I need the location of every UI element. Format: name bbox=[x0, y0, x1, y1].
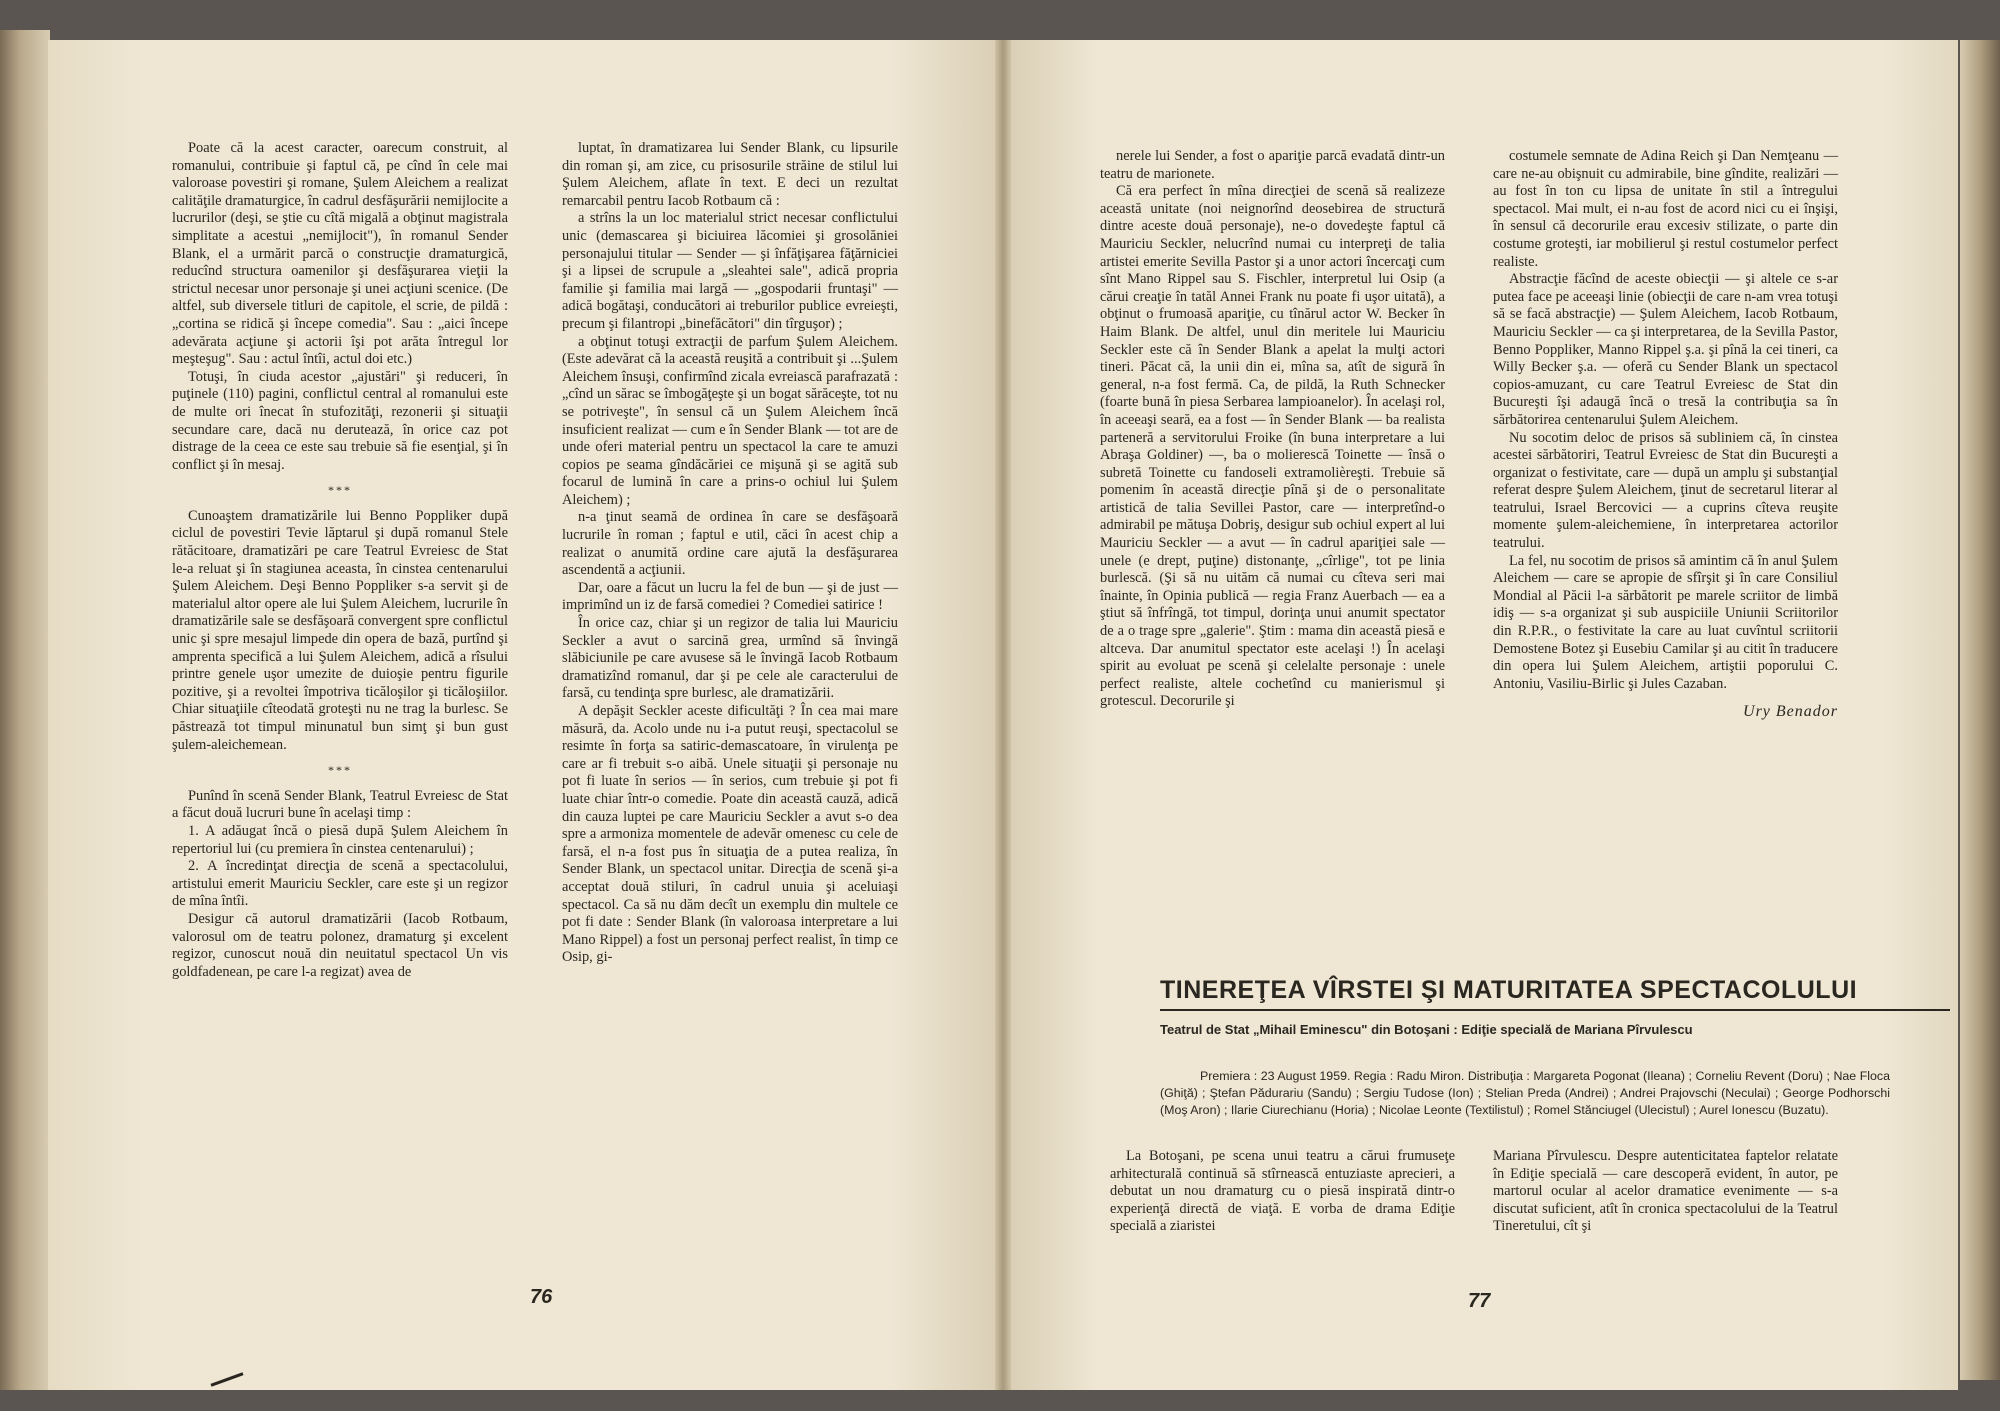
paragraph: n-a ţinut seamă de ordinea în care se desfăşoară lucrurile în roman ; faptul e util, căci în acest chip a realizat o anumită ordine care ajută la desfăşurarea ascendentă a acţiunii. bbox=[562, 509, 898, 579]
article-title: TINEREŢEA VÎRSTEI ŞI MATURITATEA SPECTACOLULUI bbox=[1160, 976, 1858, 1004]
book-edge-left bbox=[0, 30, 50, 1390]
paragraph: Abstracţie făcînd de aceste obiecţii — şi altele ce s-ar putea face pe aceeaşi linie (obiecţii de care n-am vrea totuşi să se facă abstracţie) — Şulem Aleichem, Iacob Rotbaum, Mauriciu Seckler — ca şi interpretarea, de la Sevilla Pastor, Benno Poppliker, Manno Rippel ş.a. şi pînă la cei tineri, ca Willy Becker ş.a. — oferă cu Sender Blank un spectacol copios-amuzant, cu care Teatrul Evreiesc de Stat din Bucureşti îşi adaugă încă o tresă la contribuţia sa în sărbătorirea centenarului Şulem Aleichem. bbox=[1493, 271, 1838, 428]
paragraph: Nu socotim deloc de prisos să subliniem că, în cinstea acestei sărbătoriri, Teatrul Evreiesc de Stat din Bucureşti a organizat o festivitate, care — după un amplu şi substanţial referat despre Şulem Aleichem, ţinut de secretarul literar al teatrului, Israel Bercovici — a cuprins cîteva reuşite momente şulem-aleichemiene, în interpretarea actorilor teatrului. bbox=[1493, 429, 1838, 552]
paragraph: A depăşit Seckler aceste dificultăţi ? În cea mai mare măsură, da. Acolo unde nu i-a putut reuşi, spectacolul se resimte în forţa sa satiric-demascatoare, în virulenţa pe care ar fi trebuit s-o aibă. Unele situaţii şi personaje nu pot fi luate în serios — în serios, cum trebuie şi pot fi luate chiar într-o comedie. Poate din această cauză, adică din cauza luptei pe care Mauriciu Seckler a avut s-o dea spre a armoniza momentele de adevăr omenesc cu cele de farsă, el n-a fost pus în situaţia de a putea realiza, în Sender Blank, un spectacol unitar. Direcţia de scenă şi-a acceptat două stiluri, în cadrul unuia şi aceluiaşi spectacol. Ca să nu dăm decît un exemplu din multele ce pot fi date : Sender Blank (în valoroasa interpretare a lui Mano Rippel) a fost un personaj perfect realist, în timp ce Osip, gi- bbox=[562, 703, 898, 966]
paragraph: 1. A adăugat încă o piesă după Şulem Aleichem în repertoriul lui (cu premiera în cinstea centenarului) ; bbox=[172, 822, 508, 857]
article2-column-2 bbox=[1493, 1148, 1838, 1236]
author-signature: Ury Benador bbox=[1743, 703, 1838, 721]
paragraph: Mariana Pîrvulescu. Despre autenticitatea faptelor relatate în Ediţie specială — care descoperă evident, în autor, pe martorul ocular al acelor dramatice evenimente — s-a discutat suficient, atît în cronica spectacolului de la Teatrul Tineretului, cît şi bbox=[1493, 1148, 1838, 1235]
paragraph: Totuşi, în ciuda acestor „ajustări" şi reduceri, în puţinele (110) pagini, conflictul central al romanului este de multe ori înecat în stufozităţi, rezonerii şi situaţii secundare care, dacă nu derutează, în orice caz pot distrage de la ceea ce este sau trebuie să fie esenţial, şi în conflict şi în mesaj. bbox=[172, 368, 508, 473]
right-column-2 bbox=[1493, 148, 1838, 721]
article2-column-1 bbox=[1110, 1148, 1455, 1236]
paragraph: Cunoaştem dramatizările lui Benno Poppliker după ciclul de povestiri Tevie lăptarul şi după romanul Stele rătăcitoare, dramatizări pe care Teatrul Evreiesc de Stat le-a reluat şi în stagiunea aceasta, în cinstea centenarului Şulem Aleichem. Deşi Benno Poppliker s-a servit şi de materialul altor opere ale lui Şulem Aleichem, lucrurile în dramatizările sale se desfăşoară convergent spre conflictul unic şi spre mesajul limpede din opera de bază, purtînd şi amprenta specifică a lui Şulem Aleichem, adică a rîsului printre genele uşor umezite de duioşie pentru figurile pozitive, şi a revoltei împotriva ticăloşilor şi ticăloşiilor. Chiar situaţiile cîteodată groteşti nu ne trag la burlesc. Se păstrează tot timpul minunatul bun simţ şi bun gust şulem-aleichemean. bbox=[172, 507, 508, 753]
book-edge-right bbox=[1960, 40, 2000, 1380]
paragraph: La fel, nu socotim de prisos să amintim că în anul Şulem Aleichem — care se apropie de sfîrşit şi în care Consiliul Mondial al Păcii l-a sărbătorit pe marele scriitor de limbă idiş — s-a organizat şi sub auspiciile Uniunii Scriitorilor din R.P.R., o festivitate la care au luat cuvîntul scriitorii Demostene Botez şi Eusebiu Camilar şi au citit în traducere din opera lui Şulem Aleichem, artiştii poporului C. Antoniu, Vasiliu-Birlic şi Jules Cazaban. bbox=[1493, 552, 1838, 692]
page-number-left: 76 bbox=[530, 1286, 553, 1308]
paragraph: Că era perfect în mîna direcţiei de scenă să realizeze această unitate (noi neignorînd deosebirea de structură dintre aceste două personaje), ne-o dovedeşte faptul că Mauriciu Seckler, nelucrînd numai cu interpreţi de talia artistei emerite Sevilla Pastor şi a unor actori încercaţi cum sînt Mano Rippel sau S. Fischler, interpretul lui Osip (a cărui creaţie în tatăl Annei Frank nu poate fi uşor uitată), a obţinut o frumoasă apariţie, cu tînărul actor W. Becker în Haim Blank. De altfel, unul din meritele lui Mauriciu Seckler este că în Sender Blank a apelat la mulţi actori tineri. Păcat că, la unii din ei, mîna sa, atît de sigură în general, n-a fost fermă. Ca, de pildă, la Ruth Schnecker (foarte bună în piesa Serbarea lampioanelor). În acelaşi rol, în aceeaşi seară, ea a fost — în Sender Blank — ba realista parteneră a servitorului Froike (în buna interpretare a lui Abraşa Goldiner) —, ba o molierescă Toinette — însă o subretă Toinette cu fandoseli extramolièreşti. Trebuie să pomenim în această direcţie pînă şi de o personalitate artistică de talia Sevillei Pastor, care — interpretînd-o admirabil pe mătuşa Dobriş, desigur sub ochiul expert al lui Mauriciu Seckler — a avut — în cadrul apariţiei sale — unele (e drept, puţine) distonanţe, „cîrlige", tot pe linia burlescă. (Şi să nu uităm că numai cu cîteva seri mai înainte, în Opinia publică — regia Franz Auerbach — ea a ştiut să înfrîngă, tot timpul, dorinţa unui anumit spectator de a o trage spre „galerie". Ştim : mama din această piesă e altceva. Dar anumitul spectator este acelaşi !) În acelaşi spirit au evoluat pe scenă şi celelalte personaje : unele perfect realiste, altele cochetînd cu manierismul şi grotescul. Decorurile şi bbox=[1100, 183, 1445, 710]
paragraph: a strîns la un loc materialul strict necesar conflictului unic (demascarea şi biciuirea lăcomiei şi grosolăniei personajului titular — Sender — şi înfăţişarea făţărniciei şi a lipsei de scrupule a „sleahtei sale", adică propria familie şi familia mai largă — „gospodarii fruntaşi" — adică bogătaşi, conducători ai treburilor publice evreieşti, precum şi filantropi „binefăcători" din tîrguşor) ; bbox=[562, 210, 898, 332]
paragraph: Desigur că autorul dramatizării (Iacob Rotbaum, valorosul om de teatru polonez, dramaturg şi excelent regizor, cunoscut nouă din neuitatul spectacol Un vis goldfadenean, pe care l-a regizat) avea de bbox=[172, 910, 508, 980]
paragraph: Poate că la acest caracter, oarecum construit, al romanului, contribuie şi faptul că, pe cînd în cele mai valoroase povestiri şi romane, Şulem Aleichem a realizat calităţile dramaturgice, în cadrul desfăşurării nemijlocite a lucrurilor (deşi, se ştie cu cîtă migală a obţinut magistrala simplitate a acestui „nemijlocit"), în romanul Sender Blank, el a urmărit parcă o construcţie dramaturgică, reducînd structura oamenilor şi desfăşurarea vieţii la strictul necesar unor personaje şi unei acţiuni scenice. (De altfel, sub diversele titluri de capitole, el scrie, de pildă : „cortina se ridică şi începe comedia". Sau : „aici începe adevărata acţiune şi actorii îşi pot arăta întregul lor meşteşug". Sau : actul întîi, actul doi etc.) bbox=[172, 140, 508, 368]
paragraph: Dar, oare a făcut un lucru la fel de bun — şi de just — imprimînd un iz de farsă comediei ? Comediei satirice ! bbox=[562, 579, 898, 614]
paragraph: luptat, în dramatizarea lui Sender Blank, cu lipsurile din roman şi, am zice, cu prisosurile străine de stilul lui Şulem Aleichem, aflate în text. E deci un rezultat remarcabil pentru Iacob Rotbaum că : bbox=[562, 140, 898, 209]
left-column-1 bbox=[172, 140, 508, 981]
production-credits: Premiera : 23 August 1959. Regia : Radu Miron. Distribuţia : Margareta Pogonat (Ileana) ; Corneliu Revent (Doru) ; Nae Floca (Ghiţă) ; Ştefan Pădurariu (Sandu) ; Sergiu Tudose (Ion) ; Stelian Preda (Andrei) ; Andrei Prajovschi (Neculai) ; George Podhorschi (Moş Aron) ; Ilarie Ciurechianu (Horia) ; Nicolae Leonte (Textilistul) ; Romel Stănciugel (Ulecistul) ; Aurel Ionescu (Buzatu). bbox=[1160, 1069, 1890, 1117]
page-number-right: 77 bbox=[1468, 1290, 1491, 1312]
book-gutter bbox=[995, 40, 1011, 1390]
paragraph: Punînd în scenă Sender Blank, Teatrul Evreiesc de Stat a făcut două lucruri bune în acelaşi timp : bbox=[172, 787, 508, 822]
paragraph: nerele lui Sender, a fost o apariţie parcă evadată dintr-un teatru de marionete. bbox=[1100, 148, 1445, 182]
paragraph: La Botoşani, pe scena unui teatru a cărui frumuseţe arhitecturală continuă să stîrnească entuziaste aprecieri, a debutat un nou dramaturg cu o piesă inspirată dintr-o experienţă directă de viaţă. E vorba de drama Ediţie specială a ziaristei bbox=[1110, 1148, 1455, 1235]
section-separator: *** bbox=[328, 763, 352, 778]
article-subtitle: Teatrul de Stat „Mihail Eminescu" din Botoşani : Ediţie specială de Mariana Pîrvulescu bbox=[1160, 1022, 1693, 1037]
title-rule bbox=[1160, 1009, 1950, 1011]
left-column-2 bbox=[562, 140, 898, 967]
right-column-1 bbox=[1100, 148, 1445, 711]
paragraph: 2. A încredinţat direcţia de scenă a spectacolului, artistului emerit Mauriciu Seckler, care este şi un regizor de mîna întîi. bbox=[172, 858, 508, 910]
section-separator: *** bbox=[328, 483, 352, 498]
paragraph: costumele semnate de Adina Reich şi Dan Nemţeanu — care ne-au obişnuit cu admirabile, bine gîndite, realizări — au fost în ton cu lipsa de unitate în stil a întregului spectacol. Mai mult, ei n-au fost de acord nici cu ei înşişi, în sensul că decorurile erau excesiv stilizate, o parte din costume groteşti, iar mobilierul şi restul costumelor perfect realiste. bbox=[1493, 148, 1838, 270]
paragraph: În orice caz, chiar şi un regizor de talia lui Mauriciu Seckler a avut o sarcină grea, urmînd să învingă slăbiciunile pe care avusese să le învingă Iacob Rotbaum dramatizînd romanul, dar şi pe cele ale caracterului de farsă, cu tendinţa spre burlesc, ale dramatizării. bbox=[562, 615, 898, 702]
paragraph: a obţinut totuşi extracţii de parfum Şulem Aleichem. (Este adevărat că la această reuşită a contribuit şi ...Şulem Aleichem însuşi, confirmînd zicala evreiască parafrazată : „cînd un sărac se îmbogăţeşte şi un bogat sărăceşte, tot nu se potriveşte", în sensul că un Şulem Aleichem încă insuficient realizat — cum e în Sender Blank — tot are de unde oferi material pentru un spectacol la care te amuzi copios pe seama gîndăcăriei ce mişună şi se agită sub focarul de lumină în care a prins-o ochiul lui Şulem Aleichem) ; bbox=[562, 333, 898, 508]
